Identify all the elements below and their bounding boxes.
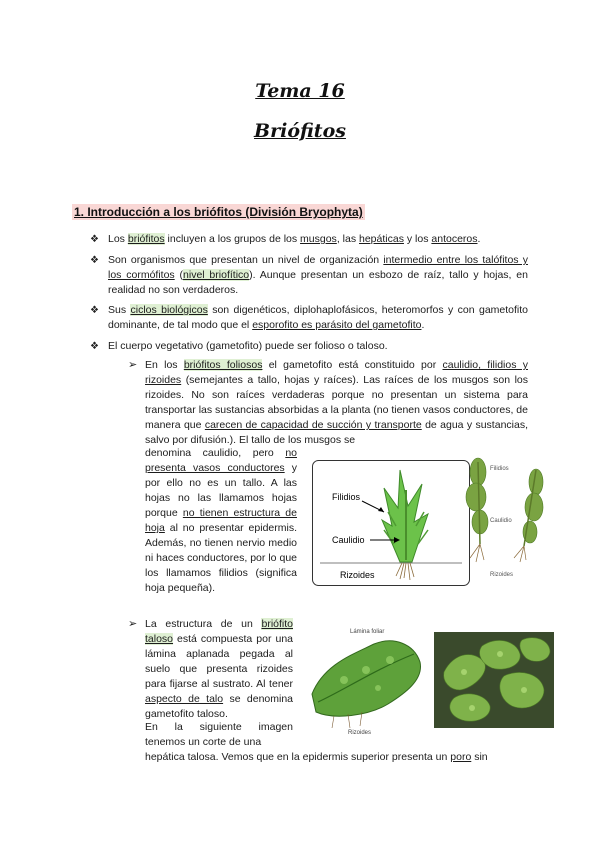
sub-bullet-paragraph: En los briófitos foliosos el gametofito está constituido por caulidio, filidios y rizoides (semejantes a tallo, hojas y raíces). Las raíces de los musgos son los rizoides. No son raíces verdaderas porque no presentan un sistema para transportar las sustancias absorbidas a la planta (no tienen vasos conductores, de manera que carecen de capacidad de succión y transporte de agua y sustancias, salvo por difusión.). El tallo de los musgos se [145, 359, 528, 446]
bullet-paragraph: Sus ciclos biológicos son digenéticos, diplohaplofásicos, heteromorfos y con gametofito dominante, de tal modo que el esporofito es parásito del gametofito. [108, 304, 529, 331]
sub-bullet-paragraph: La estructura de un briófito taloso está compuesta por una lámina aplanada pegada al suelo que presenta rizoides para fijarse al sustrato. Al tener aspecto de talo se denomina gametofito taloso. [145, 618, 294, 720]
thallus-diagram-figure [304, 624, 428, 736]
star-bullet-icon: ❖ [90, 305, 99, 316]
thallus-illustration [304, 624, 428, 736]
moss-diagram-figure [312, 460, 470, 586]
bullet-paragraph: El cuerpo vegetativo (gametofito) puede ser folioso o taloso. [108, 340, 388, 352]
section-heading: 1. Introducción a los briófitos (División Bryophyta) [74, 205, 363, 219]
bullet-paragraph: Son organismos que presentan un nivel de organización intermedio entre los talófitos y los cormófitos (nivel briofítico). Aunque presentan un esbozo de raíz, tallo y hojas, en realidad no son verdaderos. [108, 254, 528, 296]
paragraph-image-intro: En la siguiente imagen tenemos un corte de una [145, 721, 293, 748]
label-caulidio-photo: Caulidio [490, 518, 512, 524]
label-rizoides-thallus: Rizoides [348, 730, 372, 736]
sub-bullet-paragraph-continued: denomina caulidio, pero no presenta vasos conductores y por ello no es un tallo. A las hojas no las llamamos hojas porque no tienen estructura de hoja al no presentar epidermis. Además, no tienen nervio medio ni haces conductores, por lo que los llamamos filidios (significa hoja pequeña). [145, 447, 298, 594]
label-filidios-photo: Filidios [490, 466, 509, 472]
bullet-paragraph: Los briófitos incluyen a los grupos de los musgos, las hepáticas y los antoceros. [108, 233, 481, 245]
label-rizoides-photo: Rizoides [490, 572, 514, 578]
moss-photo-illustration [456, 452, 560, 584]
paragraph-continued: hepática talosa. Vemos que en la epidermis superior presenta un poro sin [145, 751, 488, 763]
arrow-bullet-icon: ➢ [128, 359, 138, 371]
star-bullet-icon: ❖ [90, 341, 99, 352]
label-rizoides: Rizoides [340, 570, 375, 580]
topic-subtitle: Briófitos [254, 120, 346, 142]
star-bullet-icon: ❖ [90, 234, 99, 245]
arrow-bullet-icon: ➢ [128, 618, 138, 630]
label-lamina-foliar: Lámina foliar [350, 629, 385, 635]
label-filidios: Filidios [332, 492, 361, 502]
moss-diagram [312, 460, 470, 586]
label-caulidio: Caulidio [332, 535, 365, 545]
liverwort-photo-illustration [434, 632, 554, 728]
moss-photo-figure [456, 452, 560, 584]
topic-title: Tema 16 [255, 80, 345, 102]
liverwort-photo-figure [434, 632, 554, 728]
star-bullet-icon: ❖ [90, 255, 99, 266]
